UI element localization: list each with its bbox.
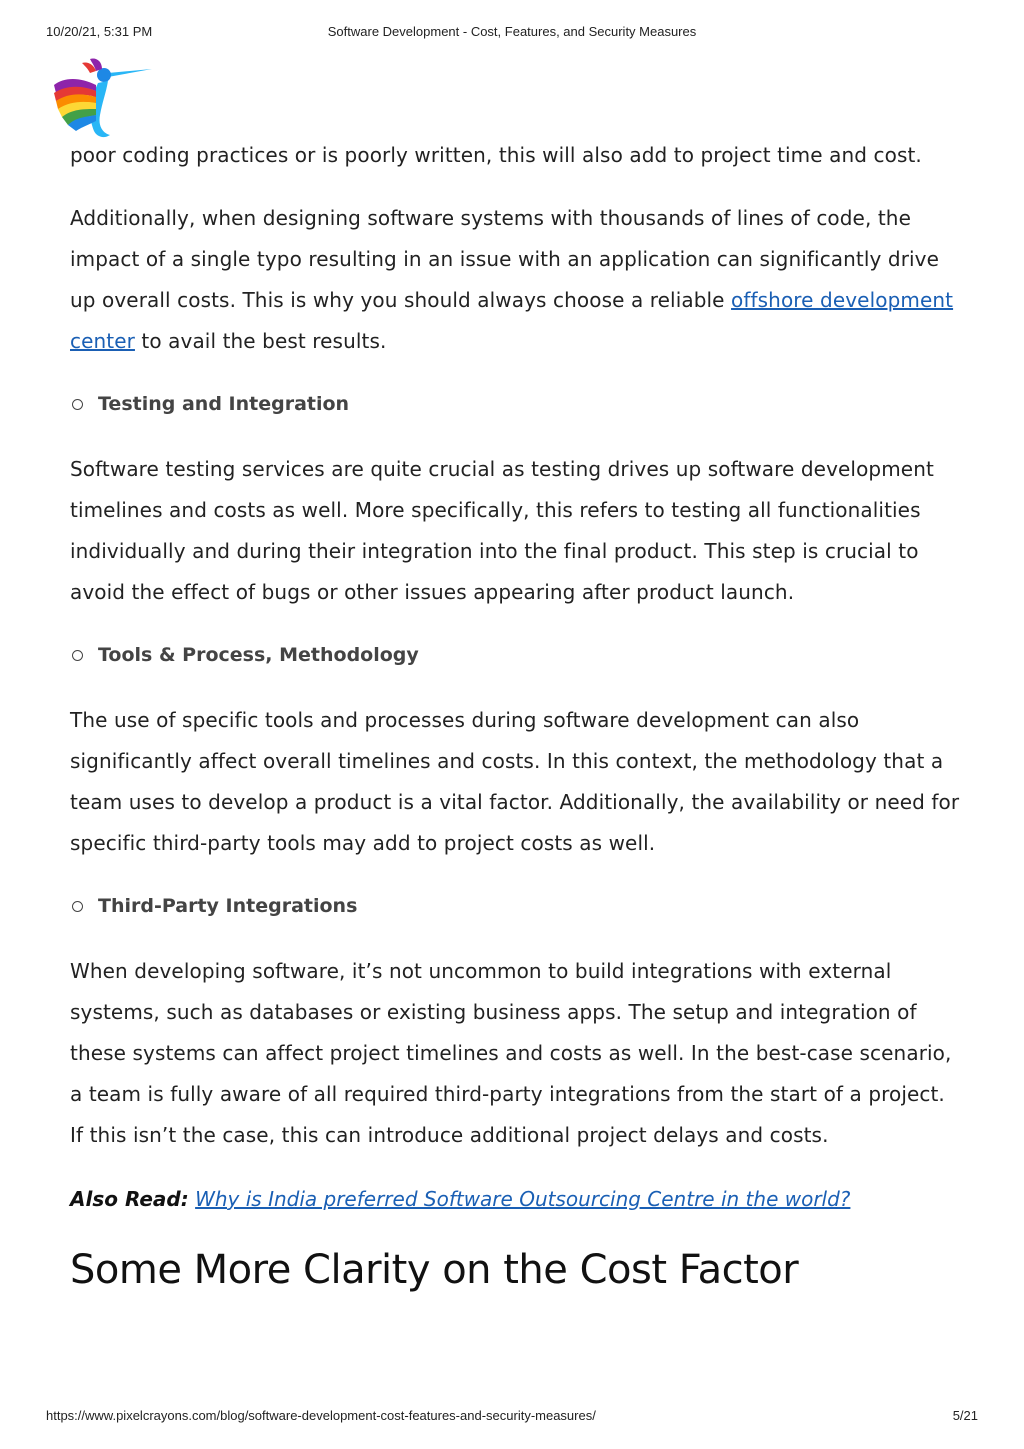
article-body	[70, 135, 962, 1300]
print-title: Software Development - Cost, Features, and Security Measures	[327, 24, 697, 39]
paragraph-tools: The use of specific tools and processes during software development can also significantly affect overall timelines and costs. In this context, the methodology that a team uses to develop a product is a vital factor. Additionally, the availability or need for specific third-party tools may add to project costs as well.	[70, 708, 960, 855]
section-heading: Some More Clarity on the Cost Factor	[70, 1247, 799, 1293]
offshore-development-center-link[interactable]: offshore development center	[70, 288, 954, 353]
print-url: https://www.pixelcrayons.com/blog/software-development-cost-features-and-security-measures/	[46, 1408, 596, 1423]
also-read-link[interactable]: Why is India preferred Software Outsourcing Centre in the world?	[195, 1187, 851, 1211]
paragraph-testing: Software testing services are quite crucial as testing drives up software development timelines and costs as well. More specifically, this refers to testing all functionalities individually and during their integration into the final product. This step is crucial to avoid the effect of bugs or other issues appearing after product launch.	[70, 457, 934, 604]
print-footer	[0, 1408, 1024, 1428]
bullet-tools-process	[70, 640, 962, 670]
print-datetime: 10/20/21, 5:31 PM	[46, 24, 153, 39]
paragraph-third-party: When developing software, it’s not uncommon to build integrations with external systems, such as databases or existing business apps. The setup and integration of these systems can affect project timelines and costs as well. In the best-case scenario, a team is fully aware of all required third-party integrations from the start of a project. If this isn’t the case, this can introduce additional project delays and costs.	[70, 959, 952, 1147]
hummingbird-logo-icon[interactable]	[50, 55, 160, 143]
bullet-label: Third-Party Integrations	[98, 895, 358, 917]
bullet-label: Testing and Integration	[98, 393, 350, 415]
page-number: 5/21	[952, 1408, 978, 1423]
print-header	[0, 24, 1024, 44]
also-read-label: Also Read:	[70, 1187, 189, 1211]
bullet-third-party	[70, 891, 962, 921]
paragraph-text: Additionally, when designing software systems with thousands of lines of code, the impact of a single typo resulting in an issue with an application can significantly drive up overall costs. This is why you should always choose a reliable	[70, 206, 940, 312]
bullet-label: Tools & Process, Methodology	[98, 644, 419, 666]
paragraph-intro: poor coding practices or is poorly written, this will also add to project time and cost.	[70, 143, 922, 167]
also-read	[70, 1183, 962, 1215]
circle-bullet-icon	[72, 399, 83, 410]
circle-bullet-icon	[72, 650, 83, 661]
paragraph-additionally	[70, 198, 962, 362]
circle-bullet-icon	[72, 901, 83, 912]
bullet-testing-integration	[70, 389, 962, 419]
paragraph-text: to avail the best results.	[134, 329, 387, 353]
